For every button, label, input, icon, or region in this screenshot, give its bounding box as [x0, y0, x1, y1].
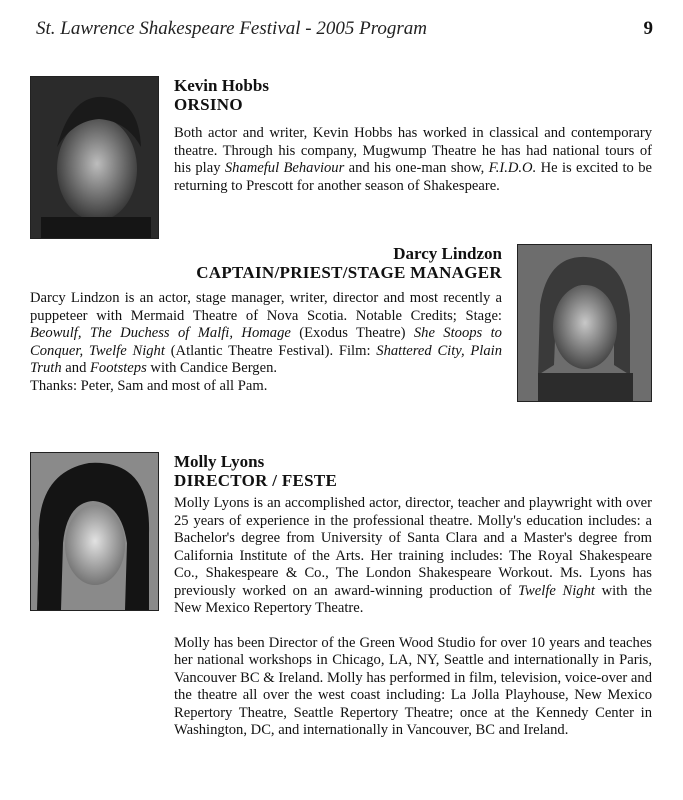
- actor-bio-second: Molly has been Director of the Green Wood Studio for over 10 years and teaches her national workshops in Chicago, LA, NY, Seattle and internationally in Paris, Vancouver BC & Ireland. Molly has performed in film, television, voice-over and the theatre all over the west coast including: La Jolla Playhouse, New Mexico Repertory Theatre, Seattle Repertory Theatre; once at the Kennedy Center in Washington, DC, and internationally in Vancouver, BC and Ireland.: [174, 634, 652, 738]
- darcy-lindzon-photo: [517, 244, 652, 402]
- actor-name: Darcy Lindzon: [393, 244, 502, 263]
- kevin-hobbs-photo: [30, 76, 159, 239]
- actor-role: DIRECTOR / FESTE: [174, 471, 338, 490]
- actor-bio: Molly Lyons is an accomplished actor, director, teacher and playwright with over 25 years of experience in the professional theatre. Molly's education includes: a Bachelor's degree from University of Santa Clara and a Master's degree from California Institute of the Arts. Her training includes: The Royal Shakespeare Co., Shakespeare & Co., The London Shakespeare Workout. Ms. Lyons has previously worked on an award-winning production of Twelfe Night with the New Mexico Repertory Theatre.: [174, 495, 653, 616]
- actor-bio: Darcy Lindzon is an actor, stage manager, writer, director and most recently a puppeteer with Mermaid Theatre of Nova Scotia. Notable Credits; Stage: Beowulf, The Duchess of Malfi, Homage (Exodus Theatre) She Stoops to Conquer, Twelfe Night (Atlantic Theatre Festival). Film: Shattered City, Plain Truth and Footsteps with Candice Bergen.: [30, 290, 502, 376]
- page-number: 9: [643, 18, 653, 39]
- entry-darcy-lindzon-heading: [30, 244, 502, 282]
- entry-molly-lyons: [174, 452, 652, 740]
- actor-bio: Both actor and writer, Kevin Hobbs has worked in classical and contemporary theatre. Through his company, Mugwump Theatre he has had national tours of his play Shameful Behaviour and his one-man show, F.I.D.O. He is excited to be returning to Prescott for another season of Shakespeare.: [174, 125, 652, 194]
- molly-lyons-photo: [30, 452, 159, 611]
- actor-role: ORSINO: [174, 95, 243, 114]
- actor-name: Kevin Hobbs: [174, 76, 269, 95]
- entry-kevin-hobbs: [174, 76, 652, 195]
- actor-role: CAPTAIN/PRIEST/STAGE MANAGER: [196, 263, 502, 282]
- header-title: St. Lawrence Shakespeare Festival - 2005 Program: [36, 18, 428, 39]
- actor-thanks: Thanks: Peter, Sam and most of all Pam.: [30, 377, 268, 394]
- entry-darcy-lindzon-bio: [30, 290, 502, 395]
- actor-name: Molly Lyons: [174, 452, 265, 471]
